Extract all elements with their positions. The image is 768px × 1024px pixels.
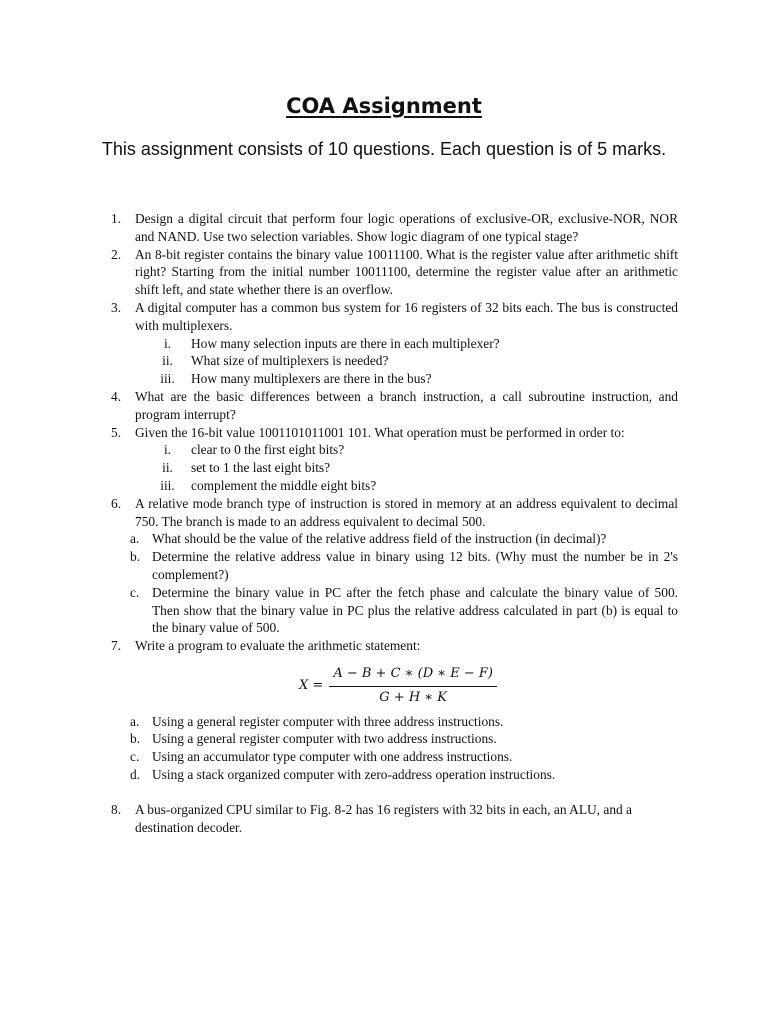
question-text: Write a program to evaluate the arithmetic statement: [135,638,421,654]
question-number: 4. [111,388,122,404]
sub-question [106,766,678,784]
sub-question-text: Using a stack organized computer with zero-address operation instructions. [152,766,556,782]
sub-question-number: b. [130,549,141,565]
equation-numerator: A − B + C ∗ (D ∗ E − F) [329,665,497,687]
page-title: COA Assignment [286,94,482,118]
question-number: 7. [111,638,122,654]
sub-question-text: What should be the value of the relative address field of the instruction (in decimal)? [152,531,607,547]
sub-question-text: How many selection inputs are there in each multiplexer? [191,335,500,351]
sub-question-number: c. [130,584,140,600]
sub-question [106,730,678,748]
sub-question [106,441,678,459]
question-number: 5. [111,424,122,440]
question-text: Design a digital circuit that perform four logic operations of exclusive-OR, exclusive-NOR, NOR and NAND. Use two selection variables. Show logic diagram of one typical stage? [135,211,678,244]
sub-question [106,713,678,731]
sub-question-text: set to 1 the last eight bits? [191,460,331,476]
sub-question-number: i. [163,442,172,458]
sub-question-number: d. [130,766,141,782]
sub-question-text: What size of multiplexers is needed? [191,353,389,369]
question-number: 6. [111,495,122,511]
sub-question [106,477,678,495]
sub-question [106,548,678,584]
sub-question-text: Using an accumulator type computer with one address instructions. [152,749,513,765]
question-text: What are the basic differences between a branch instruction, a call subroutine instruction, and program interrupt? [135,388,678,422]
question-8 [106,801,678,837]
equation-lhs: X = [299,677,324,693]
question-number: 2. [111,246,122,262]
question-number: 1. [111,211,122,226]
question-number: 3. [111,299,122,315]
sub-question-number: a. [130,531,140,547]
sub-question [106,352,678,370]
sub-question-text: complement the middle eight bits? [191,477,377,493]
question-text: A digital computer has a common bus system for 16 registers of 32 bits each. The bus is constructed with multiplexers. [135,299,678,333]
sub-question-number: a. [130,713,140,729]
sub-question [106,459,678,477]
question-2 [106,246,678,299]
question-list [106,210,678,836]
question-1 [106,210,678,246]
equation-denominator: G + H ∗ K [379,689,447,705]
question-text: A bus-organized CPU similar to Fig. 8-2 has 16 registers with 32 bits in each, an ALU, and a destination decoder. [135,801,632,835]
arithmetic-equation [106,665,678,707]
sub-question-number: ii. [162,353,173,369]
sub-question [106,530,678,548]
question-3 [106,299,678,335]
sub-question-number: c. [130,749,140,765]
sub-question [106,335,678,353]
sub-question-text: Determine the relative address value in binary using 12 bits. (Why must the number be in 2's complement?) [152,549,678,582]
sub-question-text: How many multiplexers are there in the bus? [191,371,432,387]
question-text: A relative mode branch type of instruction is stored in memory at an address equivalent to decimal 750. The branch is made to an address equivalent to decimal 500. [135,495,678,529]
sub-question-text: clear to 0 the first eight bits? [191,442,345,458]
sub-question-text: Using a general register computer with two address instructions. [152,731,497,747]
question-6 [106,495,678,531]
sub-question-number: iii. [160,477,175,493]
equation-fraction [329,665,497,707]
spacer [106,784,678,801]
sub-question [106,748,678,766]
assignment-subtitle: This assignment consists of 10 questions. Each question is of 5 marks. [101,139,667,159]
sub-question-text: Using a general register computer with three address instructions. [152,713,504,729]
question-text: An 8-bit register contains the binary value 10011100. What is the register value after arithmetic shift right? Starting from the initial number 10011100, determine the register value after an arithmetic shift left, and state whether there is an overflow. [135,246,678,298]
sub-question-number: b. [130,731,141,747]
sub-question-number: ii. [162,460,173,476]
sub-question-number: i. [163,335,172,351]
question-number: 8. [111,801,122,817]
question-7 [106,637,678,655]
question-4 [106,388,678,424]
sub-question-text: Determine the binary value in PC after the fetch phase and calculate the binary value of 500. Then show that the binary value in PC plus the relative address calculated in part (b) is equal to the binary value of 500. [152,584,678,636]
question-text: Given the 16-bit value 1001101011001 101. What operation must be performed in order to: [135,424,625,440]
question-5 [106,424,678,442]
sub-question [106,370,678,388]
sub-question-number: iii. [160,371,175,387]
sub-question [106,584,678,637]
